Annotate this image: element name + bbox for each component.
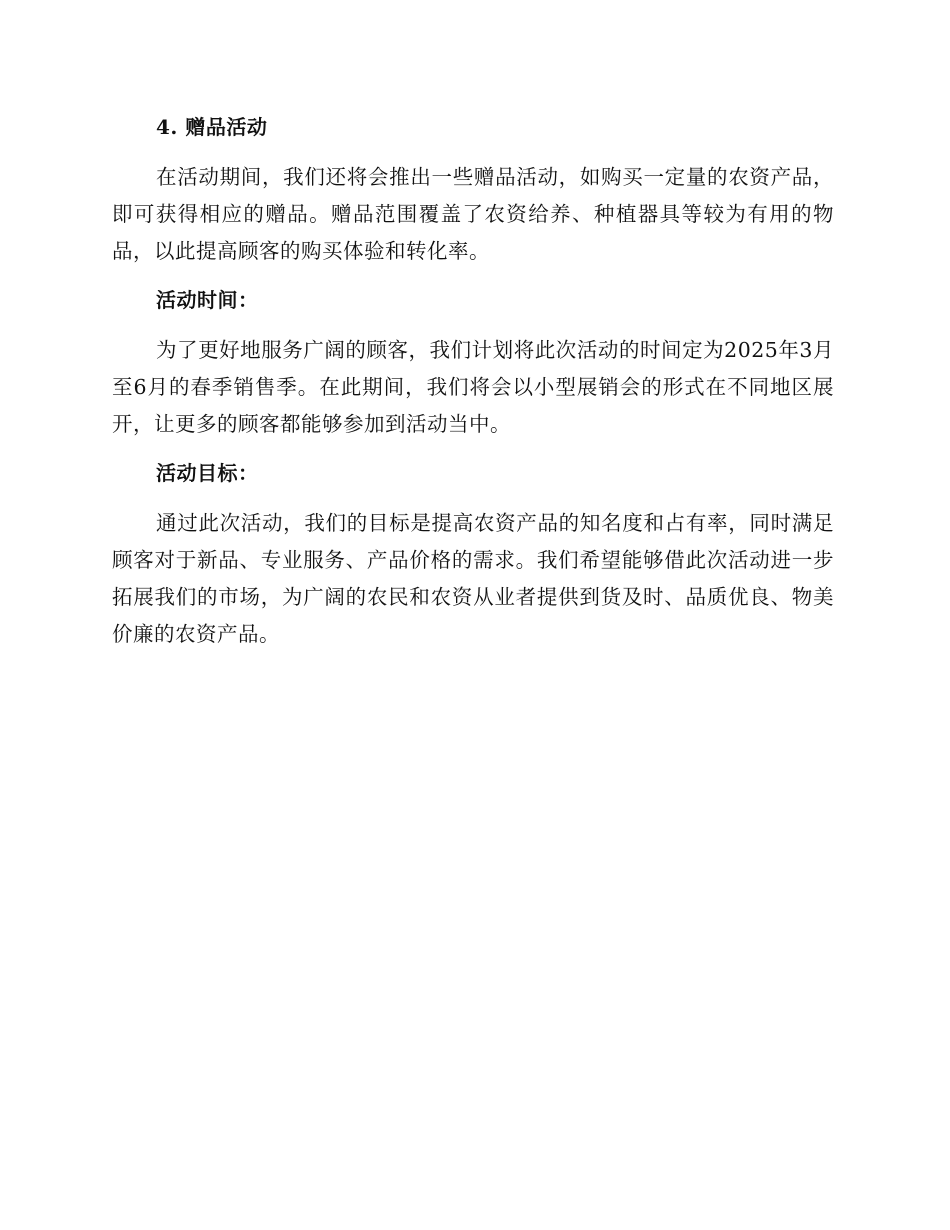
section-paragraph-activity-time: 为了更好地服务广阔的顾客，我们计划将此次活动的时间定为2025年3月至6月的春季销售季。在此期间，我们将会以小型展销会的形式在不同地区展开，让更多的顾客都能够参加到活动当中。: [112, 338, 834, 436]
document-body: [112, 109, 834, 653]
section-heading-activity-goal: 活动目标：: [156, 461, 259, 485]
section-paragraph-activity-goal: 通过此次活动，我们的目标是提高农资产品的知名度和占有率，同时满足顾客对于新品、专业服务、产品价格的需求。我们希望能够借此次活动进一步拓展我们的市场，为广阔的农民和农资从业者提供到货及时、品质优良、物美价廉的农资产品。: [112, 511, 834, 646]
section-paragraph-gift-activity: 在活动期间，我们还将会推出一些赠品活动，如购买一定量的农资产品，即可获得相应的赠品。赠品范围覆盖了农资给养、种植器具等较为有用的物品，以此提高顾客的购买体验和转化率。: [112, 165, 834, 263]
section-heading-activity-time: 活动时间：: [156, 288, 259, 312]
section-heading-gift-activity: 4. 赠品活动: [156, 115, 268, 139]
